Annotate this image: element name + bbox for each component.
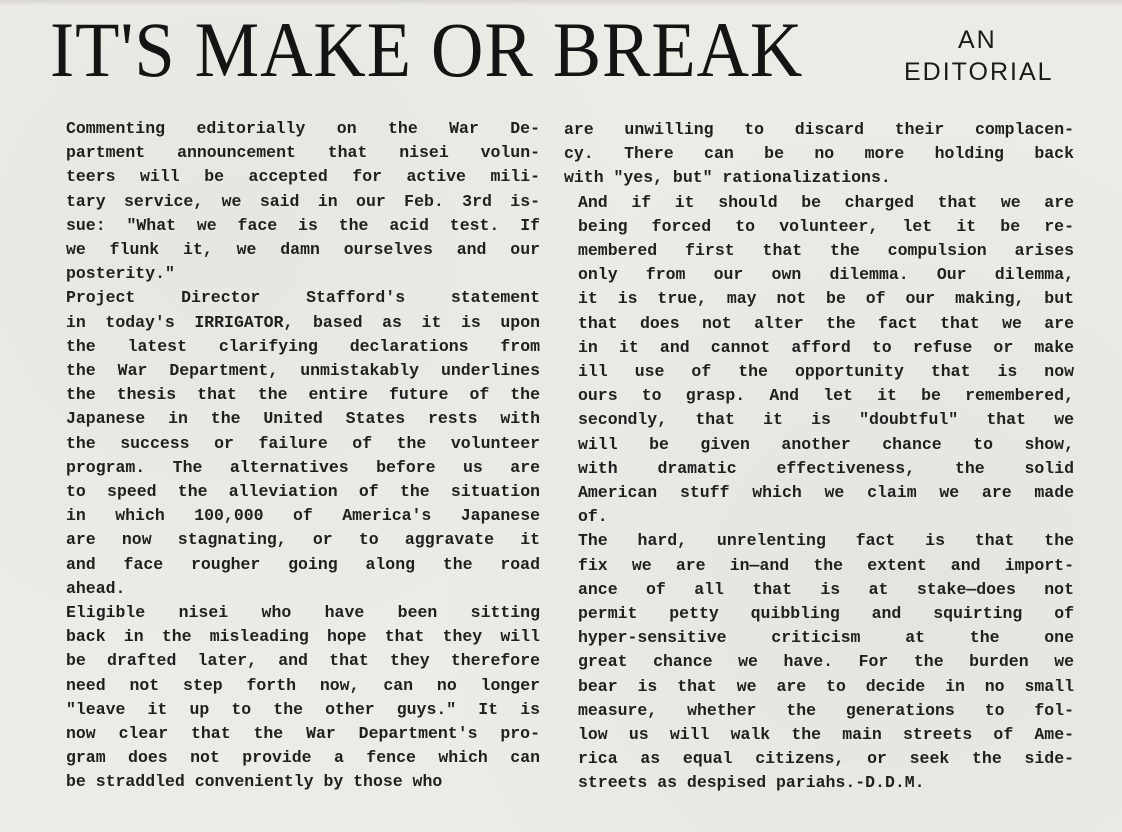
text-line: will be given another chance to show,: [578, 434, 1074, 454]
text-line: fix we are in—and the extent and import-: [578, 555, 1074, 575]
editorial-tag: [904, 24, 1054, 88]
text-line: with dramatic effectiveness, the solid: [578, 458, 1074, 478]
text-line: that does not alter the fact that we are: [578, 313, 1074, 333]
text-line: the success or failure of the volunteer: [66, 433, 540, 453]
headline: IT'S MAKE OR BREAK: [50, 6, 804, 93]
editorial-paragraph: [52, 601, 540, 795]
text-line: it is true, may not be of our making, but: [578, 289, 1074, 309]
text-line: sue: "What we face is the acid test. If: [66, 215, 540, 235]
text-line: posterity.": [66, 264, 175, 284]
editorial-paragraph: [564, 529, 1074, 795]
text-line: be drafted later, and that they therefore: [66, 651, 540, 671]
text-line: "leave it up to the other guys." It is: [66, 699, 540, 719]
text-line: be straddled conveniently by those who: [66, 772, 443, 792]
right-column: [564, 118, 1074, 796]
text-line: and face rougher going along the road: [66, 554, 540, 574]
text-line: rica as equal citizens, or seek the side-: [578, 749, 1074, 769]
text-line: of.: [578, 507, 608, 527]
text-line: are unwilling to discard their complacen-: [564, 120, 1074, 139]
text-line: in today's IRRIGATOR, based as it is upon: [66, 312, 540, 332]
text-line: are now stagnating, or to aggravate it: [66, 530, 540, 550]
text-line: streets as despised pariahs.-D.D.M.: [578, 773, 925, 793]
text-line: the thesis that the entire future of the: [66, 385, 540, 405]
text-line: in it and cannot afford to refuse or make: [578, 337, 1074, 357]
text-line: now clear that the War Department's pro-: [66, 724, 540, 744]
text-line: being forced to volunteer, let it be re-: [578, 216, 1074, 236]
text-line: ahead.: [66, 578, 126, 598]
editorial-paragraph: [52, 117, 540, 286]
editorial-tag-line2: EDITORIAL: [904, 58, 1054, 86]
text-line: Project Director Stafford's statement: [66, 288, 540, 308]
text-line: Commenting editorially on the War De-: [66, 119, 540, 138]
text-line: tary service, we said in our Feb. 3rd is-: [66, 191, 540, 211]
text-line: secondly, that it is "doubtful" that we: [578, 410, 1074, 430]
text-line: need not step forth now, can no longer: [66, 675, 540, 695]
editorial-paragraph: [564, 118, 1074, 191]
text-line: The hard, unrelenting fact is that the: [578, 531, 1074, 551]
editorial-paragraph: [52, 286, 540, 601]
editorial-tag-line1: AN: [958, 26, 997, 54]
left-column: [52, 117, 540, 795]
text-line: we flunk it, we damn ourselves and our: [66, 240, 540, 260]
text-line: gram does not provide a fence which can: [66, 748, 540, 768]
text-line: low us will walk the main streets of Ame-: [578, 725, 1074, 745]
text-line: membered first that the compulsion arises: [578, 241, 1074, 261]
text-line: American stuff which we claim we are made: [578, 483, 1074, 503]
text-line: ours to grasp. And let it be remembered,: [578, 386, 1074, 406]
text-line: hyper-sensitive criticism at the one: [578, 628, 1074, 648]
text-line: cy. There can be no more holding back: [564, 144, 1074, 164]
text-line: bear is that we are to decide in no small: [578, 676, 1074, 696]
text-line: only from our own dilemma. Our dilemma,: [578, 265, 1074, 285]
text-line: back in the misleading hope that they will: [66, 627, 540, 647]
text-line: partment announcement that nisei volun-: [66, 143, 540, 163]
text-line: measure, whether the generations to fol-: [578, 700, 1074, 720]
text-line: ill use of the opportunity that is now: [578, 362, 1074, 382]
text-line: ance of all that is at stake—does not: [578, 579, 1074, 599]
text-line: Eligible nisei who have been sitting: [66, 603, 540, 623]
text-line: in which 100,000 of America's Japanese: [66, 506, 540, 526]
text-line: Japanese in the United States rests with: [66, 409, 540, 429]
text-line: teers will be accepted for active mili-: [66, 167, 540, 187]
text-line: to speed the alleviation of the situation: [66, 482, 540, 502]
text-line: And if it should be charged that we are: [578, 192, 1074, 212]
text-line: the War Department, unmistakably underlines: [66, 361, 540, 381]
text-line: program. The alternatives before us are: [66, 457, 540, 477]
text-line: the latest clarifying declarations from: [66, 336, 540, 356]
editorial-paragraph: [564, 191, 1074, 530]
text-line: with "yes, but" rationalizations.: [564, 168, 891, 188]
text-line: great chance we have. For the burden we: [578, 652, 1074, 672]
text-line: permit petty quibbling and squirting of: [578, 604, 1074, 624]
